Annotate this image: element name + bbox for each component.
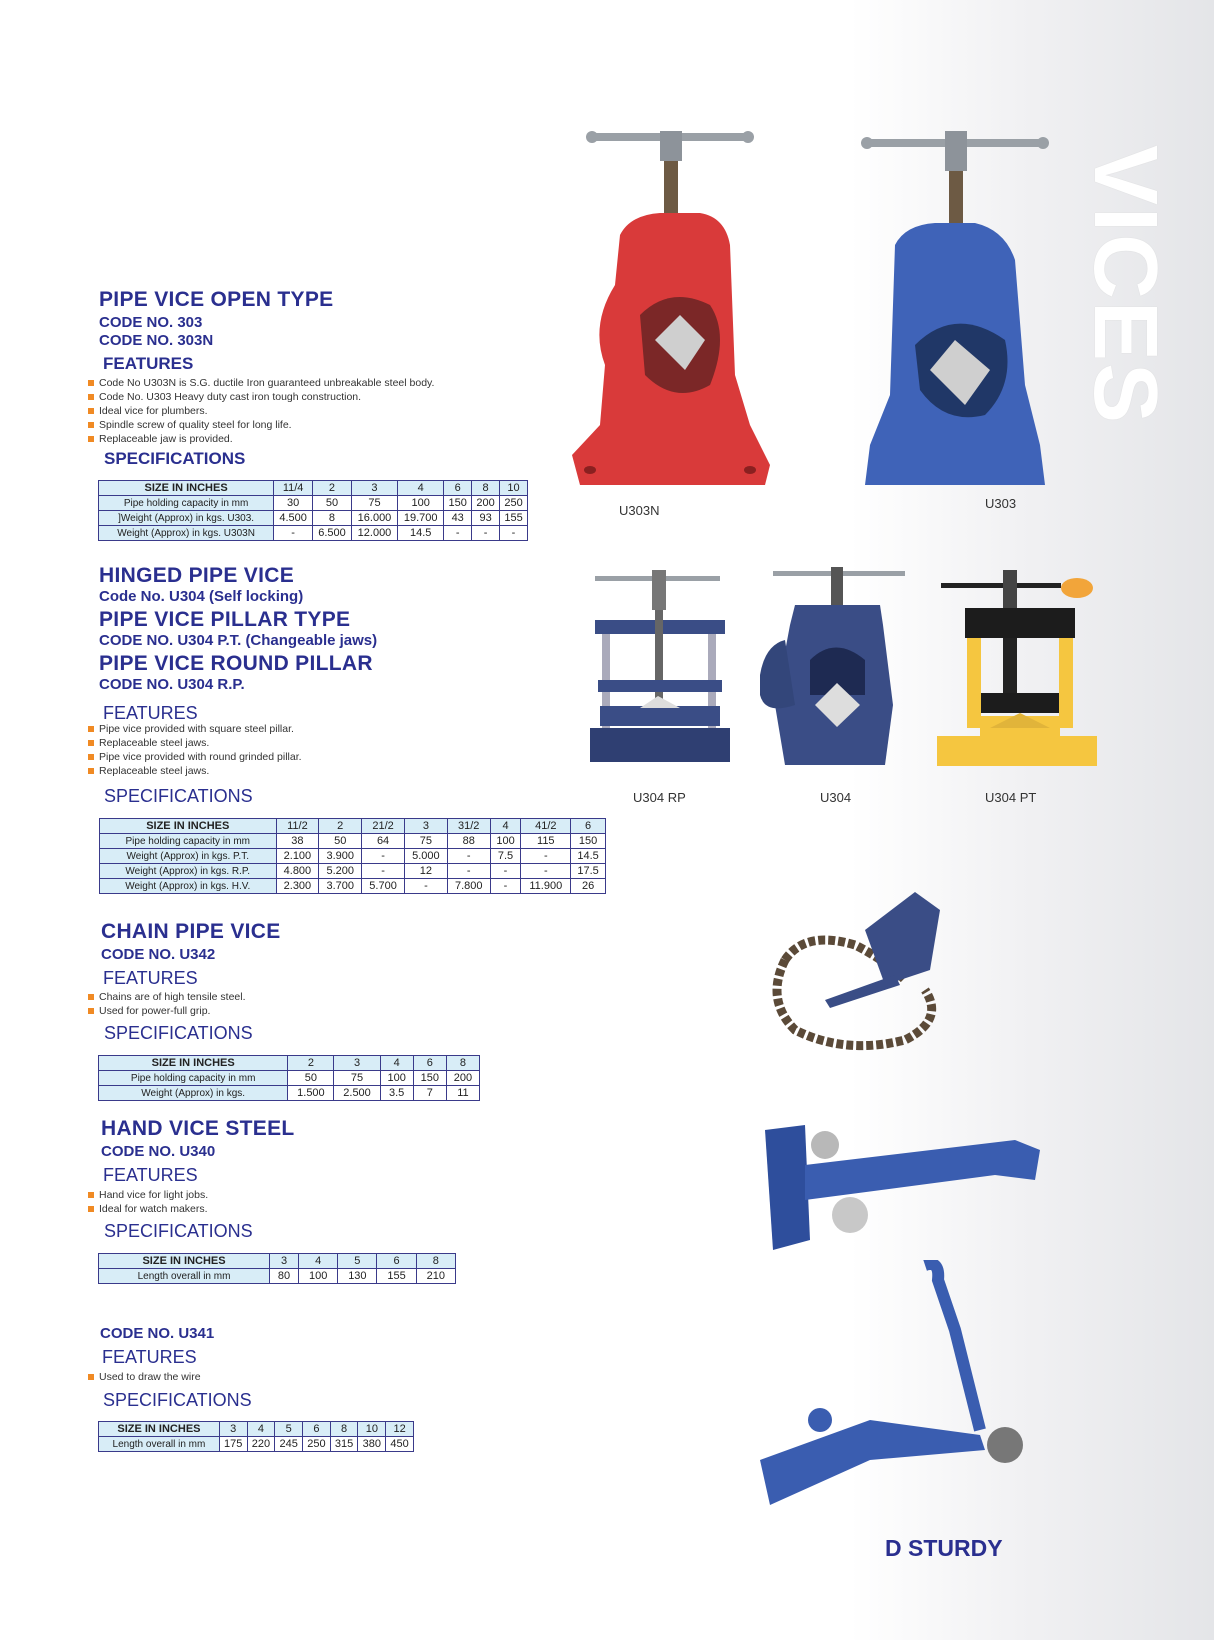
table-cell: 88 — [447, 834, 490, 849]
pipe-vice-u303n-image — [560, 125, 775, 515]
section-title: HINGED PIPE VICE — [99, 564, 295, 587]
table-cell: 6 — [444, 481, 472, 496]
table-row-label: ]Weight (Approx) in kgs. U303. — [99, 511, 274, 526]
table-cell: 130 — [338, 1269, 377, 1284]
spec-table — [99, 818, 606, 894]
table-cell: 3 — [351, 481, 397, 496]
table-row-label: Weight (Approx) in kgs. U303N — [99, 526, 274, 541]
table-cell: 10 — [500, 481, 528, 496]
table-row-label: Weight (Approx) in kgs. — [99, 1086, 288, 1101]
table-cell: 75 — [351, 496, 397, 511]
table-cell: 2.100 — [276, 849, 319, 864]
table-row-label: Pipe holding capacity in mm — [99, 496, 274, 511]
table-cell: 93 — [472, 511, 500, 526]
table-cell: 8 — [416, 1254, 455, 1269]
code-line: CODE NO. U342 — [101, 946, 216, 963]
table-row-label: SIZE IN INCHES — [100, 819, 277, 834]
pipe-vice-u303-image — [855, 125, 1070, 515]
table-cell: 2 — [288, 1056, 334, 1071]
caption-u303: U303 — [985, 496, 1017, 511]
table-cell: 220 — [247, 1437, 275, 1452]
features-list — [86, 1188, 208, 1216]
code-line: Code No. U304 (Self locking) — [99, 588, 304, 605]
table-cell: 5 — [275, 1422, 303, 1437]
table-cell: 6 — [303, 1422, 331, 1437]
table-row — [99, 1437, 414, 1452]
table-cell: 7 — [413, 1086, 446, 1101]
table-cell: 11/2 — [276, 819, 319, 834]
table-header-row — [99, 481, 528, 496]
chain-pipe-vice-image — [765, 890, 990, 1055]
table-cell: 12 — [404, 864, 447, 879]
table-header-row — [99, 1422, 414, 1437]
table-row — [99, 526, 528, 541]
table-cell: - — [404, 879, 447, 894]
table-cell: 6 — [377, 1254, 416, 1269]
table-header-row — [100, 819, 606, 834]
feature-item: Used for power-full grip. — [86, 1004, 246, 1018]
table-cell: 175 — [219, 1437, 247, 1452]
table-cell: 3.900 — [319, 849, 362, 864]
table-row-label: SIZE IN INCHES — [99, 1254, 270, 1269]
table-row — [99, 1269, 456, 1284]
table-cell: 2 — [313, 481, 352, 496]
table-row-label: Weight (Approx) in kgs. H.V. — [100, 879, 277, 894]
table-row-label: Pipe holding capacity in mm — [99, 1071, 288, 1086]
features-heading: FEATURES — [103, 968, 198, 988]
table-cell: 7.5 — [490, 849, 521, 864]
section-u341 — [100, 1325, 214, 1368]
code-line: CODE NO. 303N — [99, 332, 214, 349]
table-row-label: Length overall in mm — [99, 1437, 220, 1452]
table-cell: 100 — [398, 496, 444, 511]
table-row — [99, 1086, 480, 1101]
specifications-heading: SPECIFICATIONS — [104, 1023, 253, 1043]
code-line: CODE NO. U304 R.P. — [99, 676, 245, 693]
table-cell: 4 — [247, 1422, 275, 1437]
table-cell: 16.000 — [351, 511, 397, 526]
table-cell: 2.300 — [276, 879, 319, 894]
spec-table — [98, 480, 528, 541]
table-cell: - — [521, 864, 571, 879]
table-cell: 245 — [275, 1437, 303, 1452]
table-cell: 4 — [398, 481, 444, 496]
table-cell: 150 — [571, 834, 606, 849]
brand-name: D STURDY — [885, 1535, 1003, 1561]
feature-item: Chains are of high tensile steel. — [86, 990, 246, 1004]
table-cell: 10 — [358, 1422, 386, 1437]
code-line: CODE NO. 303 — [99, 314, 203, 331]
table-cell: 31/2 — [447, 819, 490, 834]
table-cell: - — [472, 526, 500, 541]
section-title: PIPE VICE ROUND PILLAR — [99, 652, 373, 675]
table-cell: 150 — [444, 496, 472, 511]
table-cell: 4 — [299, 1254, 338, 1269]
table-cell: 3 — [334, 1056, 380, 1071]
feature-item: Used to draw the wire — [86, 1370, 201, 1384]
table-row — [99, 1071, 480, 1086]
wire-drawing-vice-image — [750, 1260, 1040, 1520]
caption-u304rp: U304 RP — [633, 790, 686, 805]
table-row-label: Weight (Approx) in kgs. R.P. — [100, 864, 277, 879]
table-cell: 8 — [472, 481, 500, 496]
table-row — [99, 496, 528, 511]
spec-table — [98, 1055, 480, 1101]
specifications-heading: SPECIFICATIONS — [104, 449, 246, 468]
pipe-vice-u304rp-image — [590, 568, 730, 783]
table-cell: - — [521, 849, 571, 864]
table-cell: - — [362, 864, 405, 879]
caption-u303n: U303N — [619, 503, 660, 518]
table-cell: 6.500 — [313, 526, 352, 541]
section-title: CHAIN PIPE VICE — [101, 920, 281, 943]
feature-item: Code No. U303 Heavy duty cast iron tough construction. — [86, 390, 434, 404]
table-row-label: Weight (Approx) in kgs. P.T. — [100, 849, 277, 864]
table-cell: - — [490, 879, 521, 894]
table-cell: 210 — [416, 1269, 455, 1284]
table-cell: 5.000 — [404, 849, 447, 864]
section-pipe-vice-open — [99, 288, 333, 375]
table-cell: 17.5 — [571, 864, 606, 879]
table-cell: - — [447, 864, 490, 879]
section-chain-pipe-vice — [101, 920, 281, 989]
specifications-heading: SPECIFICATIONS — [103, 1390, 252, 1410]
table-cell: 155 — [500, 511, 528, 526]
features-list — [86, 722, 302, 778]
table-cell: 3.700 — [319, 879, 362, 894]
table-cell: 3.5 — [380, 1086, 413, 1101]
table-cell: 200 — [446, 1071, 479, 1086]
table-cell: 150 — [413, 1071, 446, 1086]
feature-item: Code No U303N is S.G. ductile Iron guaranteed unbreakable steel body. — [86, 376, 434, 390]
code-line: CODE NO. U341 — [100, 1325, 215, 1342]
code-line: CODE NO. U340 — [101, 1143, 216, 1160]
table-cell: 100 — [490, 834, 521, 849]
table-cell: 50 — [288, 1071, 334, 1086]
table-cell: 3 — [404, 819, 447, 834]
features-heading: FEATURES — [103, 354, 194, 373]
spec-table — [98, 1253, 456, 1284]
table-cell: - — [490, 864, 521, 879]
table-cell: 38 — [276, 834, 319, 849]
feature-item: Pipe vice provided with square steel pillar. — [86, 722, 302, 736]
table-row-label: Pipe holding capacity in mm — [100, 834, 277, 849]
section-title: HAND VICE STEEL — [101, 1117, 295, 1140]
table-row — [99, 511, 528, 526]
features-list — [86, 990, 246, 1018]
table-cell: 3 — [219, 1422, 247, 1437]
table-cell: 380 — [358, 1437, 386, 1452]
section-title: PIPE VICE PILLAR TYPE — [99, 608, 351, 631]
table-cell: 11/4 — [274, 481, 313, 496]
features-heading: FEATURES — [102, 1347, 197, 1367]
section-hand-vice-steel — [101, 1117, 295, 1186]
specifications-heading: SPECIFICATIONS — [104, 786, 253, 806]
table-cell: 2.500 — [334, 1086, 380, 1101]
table-cell: 115 — [521, 834, 571, 849]
table-cell: 7.800 — [447, 879, 490, 894]
table-cell: 100 — [299, 1269, 338, 1284]
table-cell: 6 — [571, 819, 606, 834]
table-cell: 4.500 — [274, 511, 313, 526]
table-cell: 450 — [386, 1437, 414, 1452]
code-line: CODE NO. U304 P.T. (Changeable jaws) — [99, 632, 378, 649]
table-cell: 11 — [446, 1086, 479, 1101]
table-cell: 315 — [330, 1437, 358, 1452]
table-cell: 6 — [413, 1056, 446, 1071]
table-cell: 80 — [270, 1269, 299, 1284]
table-cell: - — [444, 526, 472, 541]
table-cell: 30 — [274, 496, 313, 511]
pipe-vice-u304-image — [755, 565, 910, 780]
table-cell: 14.5 — [398, 526, 444, 541]
spec-table — [98, 1421, 414, 1452]
table-cell: 8 — [330, 1422, 358, 1437]
table-cell: 14.5 — [571, 849, 606, 864]
feature-item: Replaceable jaw is provided. — [86, 432, 434, 446]
caption-u304: U304 — [820, 790, 852, 805]
feature-item: Ideal vice for plumbers. — [86, 404, 434, 418]
table-cell: 12 — [386, 1422, 414, 1437]
table-cell: 2 — [319, 819, 362, 834]
table-cell: 1.500 — [288, 1086, 334, 1101]
table-cell: 4.800 — [276, 864, 319, 879]
table-cell: 8 — [446, 1056, 479, 1071]
table-row — [100, 879, 606, 894]
table-header-row — [99, 1056, 480, 1071]
table-cell: - — [362, 849, 405, 864]
pipe-vice-u304pt-image — [935, 568, 1100, 778]
features-list — [86, 1370, 201, 1384]
section-hinged-pillar-vices — [99, 564, 377, 724]
table-cell: 26 — [571, 879, 606, 894]
section-title: PIPE VICE OPEN TYPE — [99, 288, 334, 311]
table-row-label: SIZE IN INCHES — [99, 481, 274, 496]
table-cell: 5.700 — [362, 879, 405, 894]
feature-item: Ideal for watch makers. — [86, 1202, 208, 1216]
table-cell: 8 — [313, 511, 352, 526]
table-cell: 100 — [380, 1071, 413, 1086]
table-cell: 4 — [490, 819, 521, 834]
table-cell: 155 — [377, 1269, 416, 1284]
table-row — [100, 864, 606, 879]
table-cell: 41/2 — [521, 819, 571, 834]
table-cell: 43 — [444, 511, 472, 526]
features-heading: FEATURES — [103, 1165, 198, 1185]
table-cell: 50 — [319, 834, 362, 849]
hand-vice-steel-image — [765, 1120, 1045, 1255]
table-cell: 250 — [303, 1437, 331, 1452]
feature-item: Replaceable steel jaws. — [86, 736, 302, 750]
feature-item: Replaceable steel jaws. — [86, 764, 302, 778]
table-cell: 19.700 — [398, 511, 444, 526]
table-cell: 50 — [313, 496, 352, 511]
features-heading: FEATURES — [103, 703, 198, 723]
table-cell: 4 — [380, 1056, 413, 1071]
specifications-heading: SPECIFICATIONS — [104, 1221, 253, 1241]
feature-item: Hand vice for light jobs. — [86, 1188, 208, 1202]
table-row — [100, 834, 606, 849]
features-list — [86, 376, 434, 446]
table-cell: 75 — [404, 834, 447, 849]
table-cell: 12.000 — [351, 526, 397, 541]
table-cell: - — [274, 526, 313, 541]
table-cell: 64 — [362, 834, 405, 849]
table-row-label: Length overall in mm — [99, 1269, 270, 1284]
side-label-vices: VICES — [1075, 145, 1175, 426]
table-cell: 11.900 — [521, 879, 571, 894]
table-cell: 250 — [500, 496, 528, 511]
table-cell: 75 — [334, 1071, 380, 1086]
table-cell: 21/2 — [362, 819, 405, 834]
table-cell: 5.200 — [319, 864, 362, 879]
table-cell: 3 — [270, 1254, 299, 1269]
table-row — [100, 849, 606, 864]
table-cell: - — [500, 526, 528, 541]
caption-u304pt: U304 PT — [985, 790, 1037, 805]
table-cell: - — [447, 849, 490, 864]
table-header-row — [99, 1254, 456, 1269]
feature-item: Pipe vice provided with round grinded pillar. — [86, 750, 302, 764]
table-row-label: SIZE IN INCHES — [99, 1422, 220, 1437]
table-cell: 5 — [338, 1254, 377, 1269]
table-row-label: SIZE IN INCHES — [99, 1056, 288, 1071]
feature-item: Spindle screw of quality steel for long life. — [86, 418, 434, 432]
table-cell: 200 — [472, 496, 500, 511]
